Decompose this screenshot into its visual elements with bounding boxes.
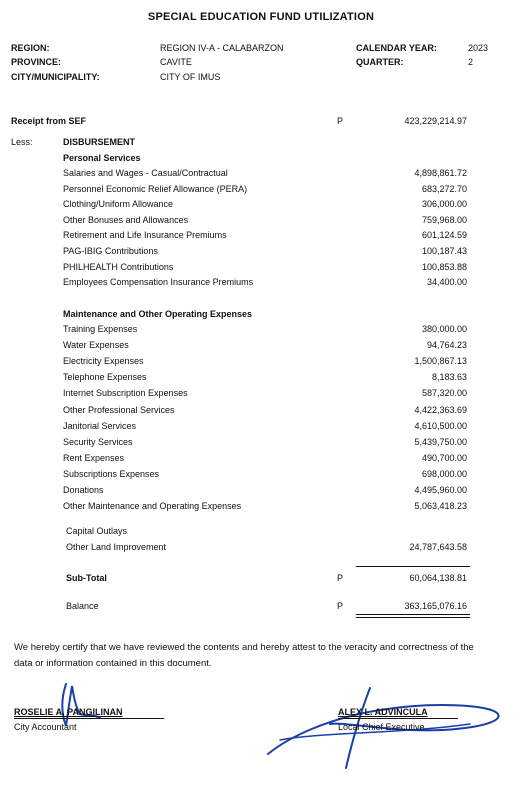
region-label: REGION:: [11, 43, 50, 53]
mooe-item-label: Training Expenses: [63, 324, 138, 334]
mooe-item-amount: 5,439,750.00: [414, 436, 467, 447]
mooe-item-label: Telephone Expenses: [63, 372, 147, 383]
capital-item-label: Other Land Improvement: [66, 542, 167, 552]
mooe-item-label: Water Expenses: [63, 340, 129, 351]
personal-services-item-amount: 759,968.00: [421, 214, 467, 225]
mooe-item-amount: 4,610,500.00: [414, 420, 467, 431]
chief-executive-name: ALEX L. ADVINCULA: [338, 707, 428, 717]
mooe-item-label: Rent Expenses: [63, 452, 125, 463]
personal-services-item-label: Salaries and Wages - Casual/Contractual: [63, 168, 228, 178]
quarter-value: 2: [468, 57, 474, 67]
city-value: CITY OF IMUS: [160, 72, 221, 82]
personal-services-item-amount: 100,853.88: [421, 261, 467, 272]
mooe-item-amount: 5,063,418.23: [414, 501, 467, 512]
subtotal-amount: 60,064,138.81: [409, 573, 467, 583]
personal-services-item-label: Clothing/Uniform Allowance: [63, 199, 174, 210]
document-title: SPECIAL EDUCATION FUND UTILIZATION: [147, 11, 375, 23]
calendar-year-label: CALENDAR YEAR:: [356, 43, 437, 53]
capital-outlays-heading: Capital Outlays: [66, 526, 128, 536]
mooe-item-amount: 698,000.00: [421, 468, 467, 479]
balance-currency: P: [337, 601, 344, 611]
personal-services-item-amount: 306,000.00: [421, 199, 467, 210]
accountant-name: ROSELIE A. PANGILINAN: [14, 707, 123, 717]
receipt-amount: 423,229,214.97: [404, 116, 467, 126]
mooe-item-label: Subscriptions Expenses: [63, 468, 160, 479]
chief-executive-signature-line: [338, 718, 458, 719]
region-value: REGION IV-A - CALABARZON: [160, 43, 284, 53]
calendar-year-value: 2023: [468, 43, 489, 53]
certification-text: We hereby certify that we have reviewed the contents and hereby attest to the veracity and correctness of the data or information contained in this document.: [14, 642, 474, 669]
mooe-item-label: Janitorial Services: [63, 420, 137, 431]
personal-services-item-amount: 34,400.00: [426, 277, 467, 288]
mooe-item-amount: 4,422,363.69: [414, 404, 467, 415]
accountant-signature-line: [14, 718, 164, 719]
personal-services-item-amount: 4,898,861.72: [414, 168, 467, 178]
balance-label: Balance: [66, 601, 99, 611]
capital-item-amount: 24,787,643.58: [409, 542, 467, 552]
mooe-item-label: Other Professional Services: [63, 404, 175, 415]
accountant-title: City Accountant: [14, 722, 77, 732]
chief-executive-title: Local Chief Executive: [338, 722, 425, 732]
mooe-item-amount: 490,700.00: [421, 452, 467, 463]
mooe-item-amount: 1,500,867.13: [414, 356, 467, 367]
subtotal-label: Sub-Total: [66, 573, 107, 583]
personal-services-item-label: PAG-IBIG Contributions: [63, 246, 158, 256]
less-label: Less:: [11, 137, 33, 147]
personal-services-item-amount: 601,124.59: [421, 230, 467, 241]
mooe-item-amount: 8,183.63: [431, 372, 467, 383]
personal-services-item-amount: 683,272.70: [421, 183, 467, 194]
personal-services-item-label: Retirement and Life Insurance Premiums: [63, 230, 227, 241]
personal-services-item-amount: 100,187.43: [421, 246, 467, 256]
mooe-item-amount: 380,000.00: [421, 324, 467, 334]
personal-services-item-label: Employees Compensation Insurance Premiums: [63, 277, 254, 288]
mooe-item-amount: 587,320.00: [421, 388, 467, 399]
mooe-item-label: Other Maintenance and Operating Expenses: [63, 501, 242, 512]
mooe-item-label: Internet Subscription Expenses: [63, 388, 188, 399]
mooe-item-label: Security Services: [63, 436, 133, 447]
personal-services-item-label: PHILHEALTH Contributions: [63, 261, 174, 272]
balance-underline-2: [356, 617, 470, 618]
personal-services-item-label: Other Bonuses and Allowances: [63, 214, 189, 225]
subtotal-top-rule: [356, 566, 470, 567]
disbursement-heading: DISBURSEMENT: [63, 137, 136, 147]
personal-services-item-label: Personnel Economic Relief Allowance (PERA): [63, 183, 248, 194]
mooe-item-amount: 94,764.23: [426, 340, 467, 351]
mooe-heading: Maintenance and Other Operating Expenses: [63, 309, 253, 319]
receipt-label: Receipt from SEF: [11, 116, 87, 126]
receipt-currency: P: [337, 116, 344, 126]
city-label: CITY/MUNICIPALITY:: [11, 72, 100, 82]
province-label: PROVINCE:: [11, 57, 62, 67]
mooe-item-label: Electricity Expenses: [63, 356, 144, 367]
balance-underline-1: [356, 614, 470, 615]
mooe-item-label: Donations: [63, 485, 104, 495]
mooe-item-amount: 4,495,960.00: [414, 485, 467, 495]
province-value: CAVITE: [160, 57, 192, 67]
balance-amount: 363,165,076.16: [404, 601, 467, 611]
subtotal-currency: P: [337, 573, 344, 583]
quarter-label: QUARTER:: [356, 57, 404, 67]
personal-services-heading: Personal Services: [63, 153, 141, 163]
